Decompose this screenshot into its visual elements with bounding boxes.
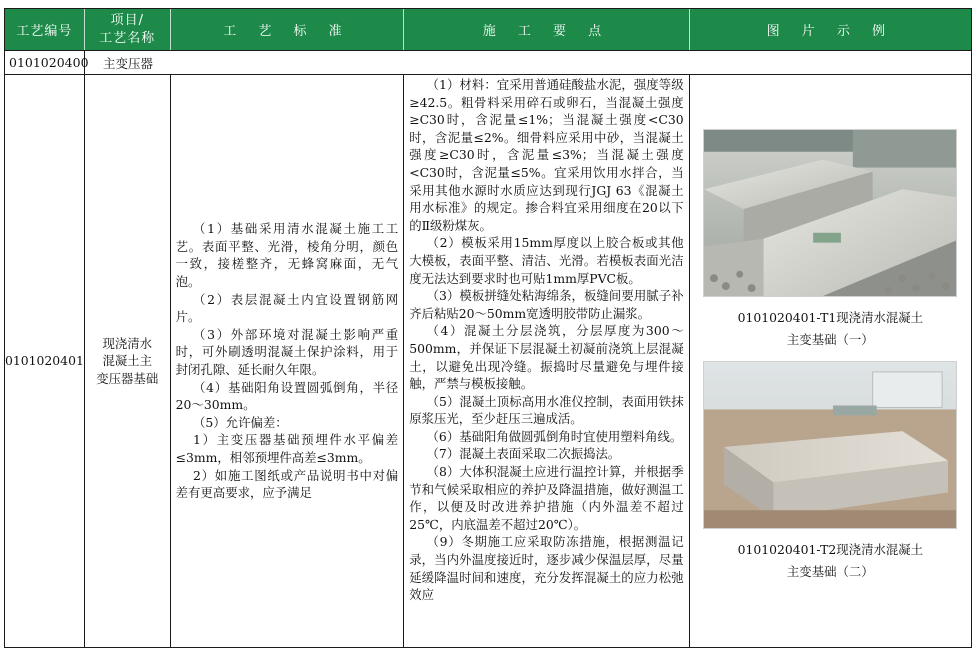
key-point-paragraph: （2）模板采用15mm厚度以上胶合板或其他大模板，表面平整、清洁、光滑。若模板表面光洁度无法达到要求时也可贴1mm厚PVC板。 <box>409 235 684 286</box>
entry-name-line: 混凝土主 <box>102 353 153 369</box>
key-point-paragraph: （6）基础阳角做圆弧倒角时宜使用塑料角线。 <box>426 428 683 444</box>
section-name: 主变压器 <box>103 55 154 71</box>
header-item-name <box>85 9 171 50</box>
entry-name <box>85 75 171 647</box>
entry-photo-examples <box>690 75 971 647</box>
key-point-paragraph: （9）冬期施工应采取防冻措施，根据测温记录，当内外温度接近时，逐步减少保温层厚，尽量延缓降温时间和速度，充分发挥混凝土的应力松弛效应 <box>409 534 684 603</box>
standard-paragraph: （1）基础采用清水混凝土施工工艺。表面平整、光滑，棱角分明，颜色一致，接槎整齐，无蜂窝麻面，无气泡。 <box>175 221 399 290</box>
header-key-points: 施 工 要 点 <box>404 9 689 50</box>
entry-key-points <box>404 75 689 647</box>
entry-row <box>5 75 971 647</box>
section-row <box>5 51 971 75</box>
photo-transformer-foundation-1 <box>703 129 957 297</box>
entry-name-line: 变压器基础 <box>96 370 159 386</box>
table-header-row <box>5 9 971 51</box>
header-example: 图 片 示 例 <box>766 24 894 39</box>
process-standard-table <box>4 8 972 648</box>
section-code: 0101020400 <box>5 51 85 74</box>
photo-caption-line: 0101020401-T2现浇清水混凝土 <box>737 542 924 557</box>
standard-paragraph: （2）表层混凝土内宜设置钢筋网片。 <box>175 291 399 325</box>
header-standard: 工 艺 标 准 <box>171 9 405 50</box>
standard-paragraph: （3）外部环境对混凝土影响严重时，可外刷透明混凝土保护涂料，用于封闭孔隙、延长耐久年限。 <box>175 326 399 377</box>
key-point-paragraph: （7）混凝土表面采取二次振捣法。 <box>426 446 621 462</box>
key-point-paragraph: （4）混凝土分层浇筑，分层厚度为300～500mm，并保证下层混凝土初凝前浇筑上层混凝土，以避免出现冷缝。振捣时尽量避免与埋件接触，严禁与模板接触。 <box>409 323 684 392</box>
standard-paragraph: 2）如施工图纸或产品说明书中对偏差有更高要求，应予满足 <box>175 467 399 501</box>
header-code: 工艺编号 <box>5 9 85 50</box>
photo-transformer-foundation-2 <box>703 361 957 529</box>
header-item-line2: 工艺名称 <box>99 30 156 46</box>
entry-standard <box>171 75 405 647</box>
photo-caption-1 <box>738 307 923 351</box>
entry-code: 0101020401 <box>5 75 85 647</box>
key-point-paragraph: （5）混凝土顶标高用水准仪控制，表面用铁抹原浆压光，至少赶压三遍成活。 <box>409 393 684 427</box>
photo-caption-line: 0101020401-T1现浇清水混凝土 <box>737 310 924 325</box>
photo-caption-line: 主变基础（一） <box>786 332 874 347</box>
photo-caption-line: 主变基础（二） <box>786 564 874 579</box>
key-point-paragraph: （8）大体积混凝土应进行温控计算，并根据季节和气候采取相应的养护及降温措施，做好测温工作，以便及时改进养护措施（内外温差不超过25℃，内底温差不超过20℃）。 <box>409 464 684 532</box>
standard-paragraph: （5）允许偏差： <box>193 414 288 430</box>
key-point-paragraph: （3）模板拼缝处粘海绵条，板缝间要用腻子补齐后粘贴20～50mm宽透明胶带防止漏浆。 <box>409 288 684 321</box>
entry-name-line: 现浇清水 <box>102 335 153 351</box>
header-item-line1: 项目/ <box>110 12 144 28</box>
photo-caption-2 <box>738 539 923 583</box>
standard-paragraph: （4）基础阳角设置圆弧倒角，半径20～30mm。 <box>175 379 399 413</box>
standard-paragraph: 1）主变压器基础预埋件水平偏差≤3mm，相邻预埋件高差≤3mm。 <box>175 432 399 465</box>
key-point-paragraph: （1）材料：宜采用普通硅酸盐水泥，强度等级≥42.5。粗骨料采用碎石或卵石，当混凝土强度≥C30时，含泥量≤1%；当混凝土强度<C30时，含泥量≤2%。细骨料应采用中砂，当混凝土强度≥C30时，含泥量≤3%；当混凝土强度<C30时，含泥量≤5%。宜采用饮用水拌合，当采用其他水源时水质应达到现行JGJ 63《混凝土用水标准》的规定。掺合料宜采用细度在20以下的Ⅱ级粉煤灰。 <box>409 77 684 233</box>
